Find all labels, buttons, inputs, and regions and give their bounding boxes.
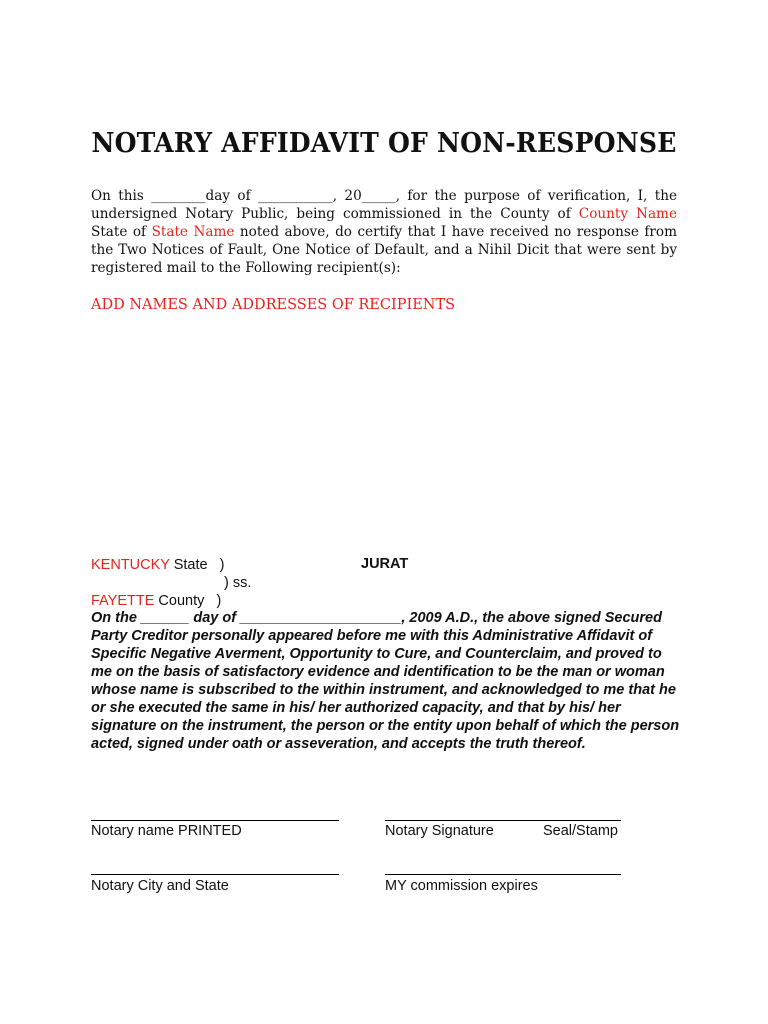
intro-text-part2: State of [91,224,152,240]
venue-ss-line: ) ss. [224,575,252,591]
seal-stamp-label: Seal/Stamp [543,823,618,839]
jurat-heading: JURAT [361,556,409,572]
commission-expires-label: MY commission expires [385,878,538,894]
recipients-placeholder: ADD NAMES AND ADDRESSES OF RECIPIENTS [91,297,456,313]
intro-text-part1: On this ________day of ___________, 20_____, for the purpose of verification, I, the undersigned Notary Public, being commissioned in the County of [91,188,677,222]
venue-county-line [91,592,221,610]
venue-state-line [91,556,225,574]
notary-signature-label: Notary Signature [385,823,494,839]
commission-expires-line [385,874,621,875]
intro-paragraph [91,187,677,277]
venue-county-name: FAYETTE [91,593,155,609]
intro-text-part3: noted above, do certify that I have received no response from the Two Notices of Fault, One Notice of Default, and a Nihil Dicit that were sent by registered mail to the Following recipient(s): [91,224,677,276]
notary-name-label: Notary name PRINTED [91,823,242,839]
notary-name-line [91,820,339,821]
venue-state-name: KENTUCKY [91,557,170,573]
county-name-placeholder: County Name [578,206,677,222]
notary-city-state-label: Notary City and State [91,878,229,894]
notary-signature-line [385,820,621,821]
jurat-paragraph: On the ______ day of ____________________, 2009 A.D., the above signed Secured Party Creditor personally appeared before me with this Administrative Affidavit of Specific Negative Averment, Opportunity to Cure, and Counterclaim, and proved to me on the basis of satisfactory evidence and identification to be the man or woman whose name is subscribed to the within instrument, and acknowledged to me that he or she executed the same in his/ her authorized capacity, and that by his/ her signature on the instrument, the person or the entity upon behalf of which the person acted, signed under oath or asseveration, and accepts the truth thereof. [91,610,680,752]
venue-state-label: State ) [169,557,225,573]
notary-city-state-line [91,874,339,875]
document-title: NOTARY AFFIDAVIT OF NON-RESPONSE [91,128,677,159]
state-name-placeholder: State Name [151,224,235,240]
venue-county-label: County ) [154,593,222,609]
